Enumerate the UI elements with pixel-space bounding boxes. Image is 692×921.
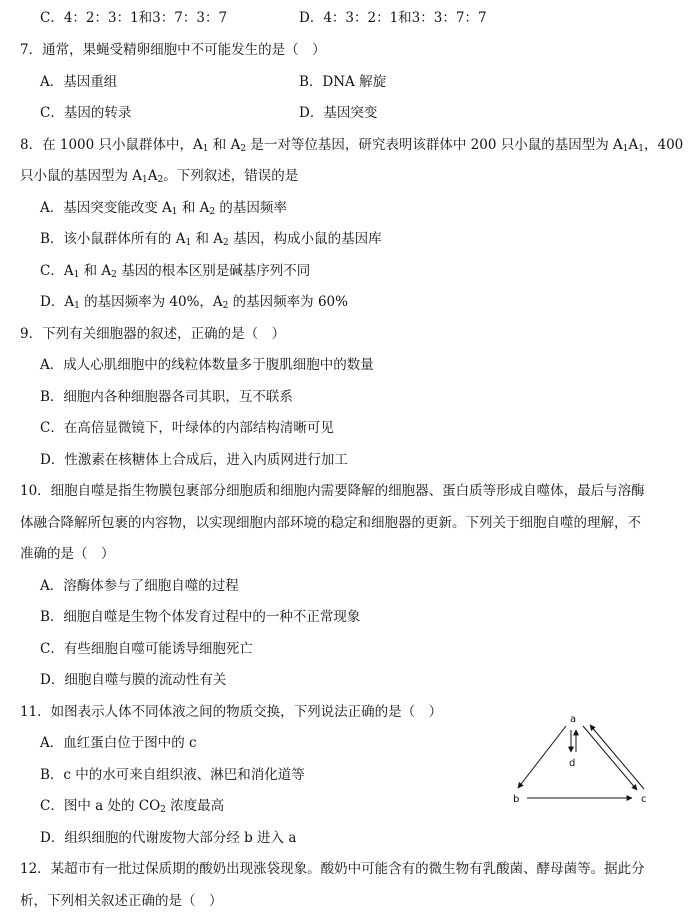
q11-option-a: A．血红蛋白位于图中的 c: [40, 735, 197, 751]
q6-option-d: D．4：3：2：1和3：3：7：7: [299, 10, 487, 26]
q11-option-d: D．组织细胞的代谢废物大部分经 b 进入 a: [40, 830, 297, 846]
q9-option-d: D．性激素在核糖体上合成后，进入内质网进行加工: [40, 452, 348, 468]
q11-option-c: C．图中 a 处的 $CO_2$ 浓度最高: [40, 798, 225, 815]
q8-option-a: A．基因突变能改变 $A_1$ 和 $A_2$ 的基因频率: [40, 200, 287, 217]
q7-option-b: B．DNA 解旋: [299, 74, 387, 90]
q8-option-d: D．$A_1$ 的基因频率为 40%，$A_2$ 的基因频率为 60%: [40, 294, 348, 311]
q11-stem: 11．如图表示人体不同体液之间的物质交换，下列说法正确的是（ ）: [20, 704, 443, 720]
q7-option-a: A．基因重组: [40, 74, 118, 90]
node-c-label: c: [641, 794, 647, 805]
q8-stem-line1: 8．在 1000 只小鼠群体中，$A_1$ 和 $A_2$ 是一对等位基因，研究表明该群体中 200 只小鼠的基因型为 $A_1A_1$，400: [20, 137, 684, 154]
q11-option-b: B．c 中的水可来自组织液、淋巴和消化道等: [40, 767, 305, 783]
q7-stem: 7．通常，果蝇受精卵细胞中不可能发生的是（ ）: [20, 42, 326, 58]
q12-stem-line2: 析，下列相关叙述正确的是（ ）: [20, 893, 223, 909]
arrow-a-to-b: [518, 726, 566, 788]
q8-option-b: B．该小鼠群体所有的 $A_1$ 和 $A_2$ 基因，构成小鼠的基因库: [40, 231, 382, 248]
node-a-label: a: [570, 714, 577, 725]
q10-stem-line2: 体融合降解所包裹的内容物，以实现细胞内部环境的稳定和细胞器的更新。下列关于细胞自噬的理解，不: [20, 515, 641, 531]
q10-stem-line1: 10．细胞自噬是指生物膜包裹部分细胞质和细胞内需要降解的细胞器、蛋白质等形成自噬体，最后与溶酶: [20, 483, 645, 499]
q10-option-b: B．细胞自噬是生物个体发育过程中的一种不正常现象: [40, 609, 361, 625]
q6-option-c: C．4：2：3：1和3：7：3：7: [40, 10, 228, 26]
q10-option-a: A．溶酶体参与了细胞自噬的过程: [40, 578, 239, 594]
arrow-c-to-a: [590, 725, 644, 789]
q12-stem-line1: 12．某超市有一批过保质期的酸奶出现涨袋现象。酸奶中可能含有的微生物有乳酸菌、酵母菌等。据此分: [20, 861, 645, 877]
q7-option-d: D．基因突变: [299, 105, 378, 121]
body-fluid-diagram: [500, 706, 660, 806]
q10-option-c: C．有些细胞自噬可能诱导细胞死亡: [40, 641, 253, 657]
q7-option-c: C．基因的转录: [40, 105, 132, 121]
q8-stem-line2: 只小鼠的基因型为 $A_1A_2$。下列叙述，错误的是: [20, 168, 299, 185]
q9-option-a: A．成人心肌细胞中的线粒体数量多于腹肌细胞中的数量: [40, 357, 374, 373]
q10-option-d: D．细胞自噬与膜的流动性有关: [40, 672, 227, 688]
q9-option-c: C．在高倍显微镜下，叶绿体的内部结构清晰可见: [40, 420, 334, 436]
q9-option-b: B．细胞内各种细胞器各司其职，互不联系: [40, 389, 293, 405]
q9-stem: 9．下列有关细胞器的叙述，正确的是（ ）: [20, 326, 286, 342]
arrow-a-to-c: [583, 726, 637, 790]
node-d-label: d: [569, 758, 576, 769]
q8-option-c: C．$A_1$ 和 $A_2$ 基因的根本区别是碱基序列不同: [40, 263, 311, 280]
q10-stem-line3: 准确的是（ ）: [20, 546, 115, 562]
node-b-label: b: [513, 794, 520, 805]
